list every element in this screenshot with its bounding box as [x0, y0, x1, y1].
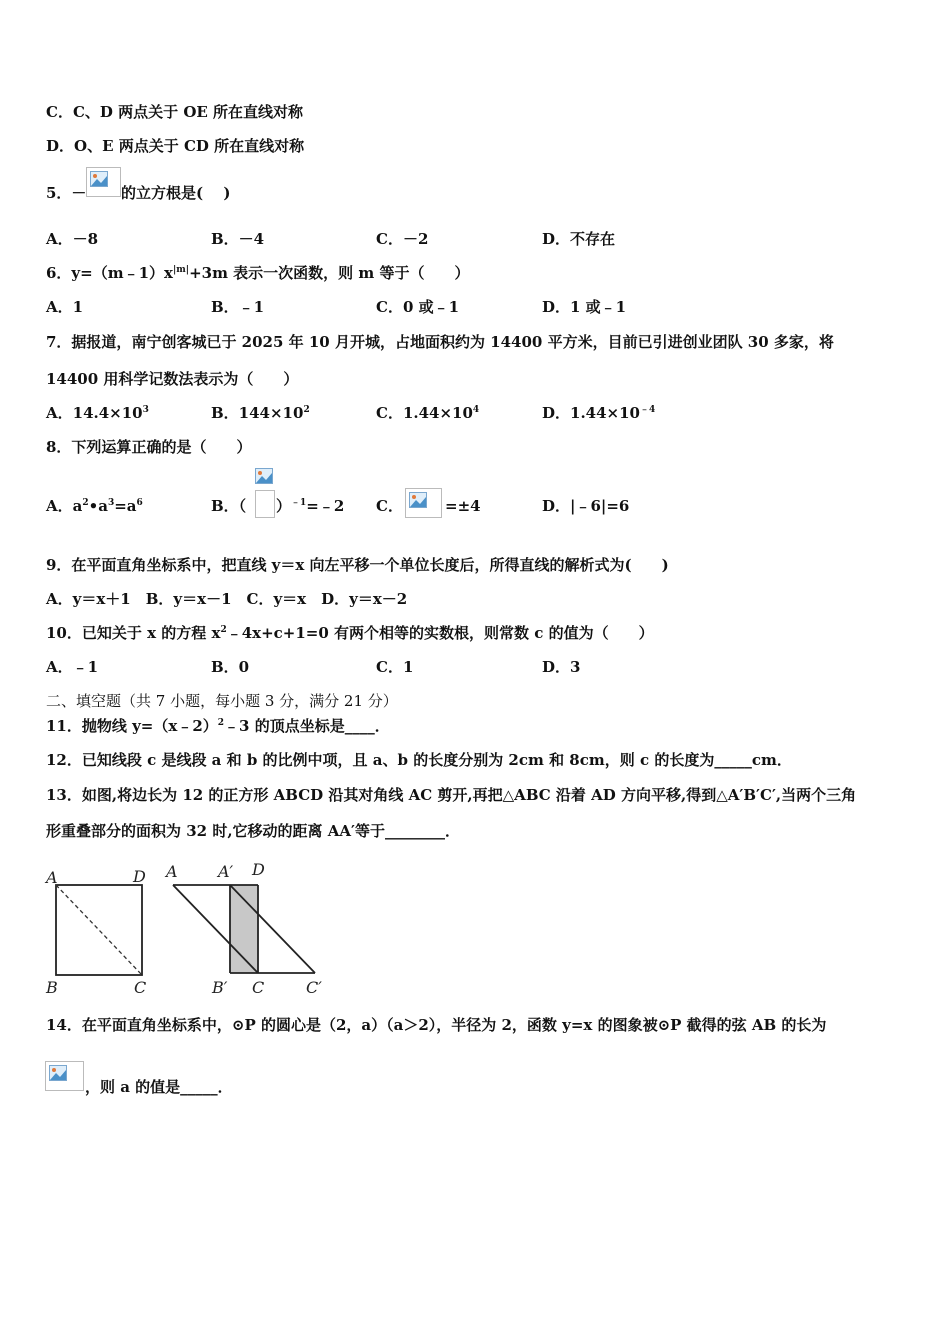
- q8-option-c-rest: =±4: [445, 497, 481, 515]
- fraction-image-placeholder: [255, 490, 275, 518]
- q4-option-c: C．C、D 两点关于 OE 所在直线对称: [46, 103, 304, 121]
- q7-option-c: C．$1.44\times 10^4$: [376, 404, 480, 422]
- label-c-prime: C′: [306, 978, 322, 997]
- q8-option-d: D．|﹣6|=6: [542, 497, 630, 515]
- label-c: C: [134, 978, 147, 997]
- q13-stem-line2: 形重叠部分的面积为 32 时,它移动的距离 AA′等于________．: [46, 822, 460, 840]
- q8-option-b-label: B．（: [211, 497, 247, 515]
- label-d: D: [133, 867, 146, 886]
- q10-option-c: C．1: [376, 658, 414, 676]
- q7-option-b: B．$144\times 10^2$: [211, 404, 310, 422]
- q11-stem: 11．抛物线 y=（x﹣2）$^2$﹣3 的顶点坐标是____．: [46, 717, 390, 735]
- q14-stem-line2: ，则 a 的值是_____．: [85, 1078, 233, 1096]
- q6-option-a: A．1: [46, 298, 84, 316]
- q10-option-d: D．3: [542, 658, 581, 676]
- q12-stem: 12．已知线段 c 是线段 a 和 b 的比例中项，且 a、b 的长度分别为 2cm 和 8cm，则 c 的长度为_____cm．: [46, 751, 792, 769]
- label-a: A: [46, 868, 58, 887]
- label-d2: D: [252, 860, 265, 879]
- q5-stem-suffix: 的立方根是( ): [121, 184, 231, 202]
- label-b: B: [46, 978, 58, 997]
- q8-option-a: A．$a^2•a^3=a^6$: [46, 497, 143, 515]
- q5-stem-prefix: 5．－: [46, 184, 87, 202]
- q6-option-d: D．1 或﹣1: [542, 298, 627, 316]
- broken-image-icon: [86, 167, 121, 197]
- label-c2: C: [252, 978, 265, 997]
- q13-figure: [40, 856, 340, 1001]
- label-a-prime: A′: [218, 862, 234, 881]
- q9-stem: 9．在平面直角坐标系中，把直线 y＝x 向左平移一个单位长度后，所得直线的解析式为( ): [46, 556, 669, 574]
- q8-option-b-rest: ）$^{﹣1}$=﹣2: [276, 497, 345, 515]
- q7-stem-line2: 14400 用科学记数法表示为（ ）: [46, 370, 299, 388]
- q7-option-a: A．$14.4\times 10^3$: [46, 404, 149, 422]
- q13-stem-line1: 13．如图,将边长为 12 的正方形 ABCD 沿其对角线 AC 剪开,再把△ABC 沿着 AD 方向平移,得到△A′B′C′,当两个三角: [46, 786, 857, 804]
- q5-option-c: C．－2: [376, 230, 429, 248]
- q8-option-c-label: C．: [376, 497, 403, 515]
- q8-stem: 8．下列运算正确的是（ ）: [46, 438, 252, 456]
- label-a2: A: [166, 862, 178, 881]
- q14-stem-line1: 14．在平面直角坐标系中，⊙P 的圆心是（2，a）（a＞2），半径为 2，函数 y=x 的图象被⊙P 截得的弦 AB 的长为: [46, 1016, 827, 1034]
- q5-option-a: A．－8: [46, 230, 99, 248]
- broken-image-icon: [405, 488, 442, 518]
- label-b-prime: B′: [212, 978, 228, 997]
- broken-image-icon: [254, 467, 274, 489]
- diagonal-ac: [56, 885, 142, 975]
- q7-stem-line1: 7．据报道，南宁创客城已于 2025 年 10 月开城，占地面积约为 14400 平方米，目前已引进创业团队 30 多家，将: [46, 333, 834, 351]
- q9-options: A．y＝x＋1 B．y＝x－1 C．y＝x D．y＝x－2: [46, 590, 408, 608]
- q7-option-d: D．$1.44\times 10^{﹣4}$: [542, 404, 656, 422]
- q10-stem: 10．已知关于 x 的方程 $x^2﹣4x+c+1=0$ 有两个相等的实数根，则常数 c 的值为（ ）: [46, 624, 654, 642]
- q6-option-c: C．0 或﹣1: [376, 298, 460, 316]
- q4-option-d: D．O、E 两点关于 CD 所在直线对称: [46, 137, 305, 155]
- q10-option-b: B．0: [211, 658, 250, 676]
- q6-option-b: B．﹣1: [211, 298, 265, 316]
- section-heading: 二、填空题（共 7 小题，每小题 3 分，满分 21 分）: [46, 692, 398, 710]
- q10-option-a: A．﹣1: [46, 658, 99, 676]
- q5-option-d: D．不存在: [542, 230, 616, 248]
- broken-image-icon: [45, 1061, 84, 1091]
- q5-option-b: B．－4: [211, 230, 265, 248]
- q6-stem: 6．$y=(m﹣1)x^{|m|}+3m$ 表示一次函数，则 m 等于（ ）: [46, 264, 470, 282]
